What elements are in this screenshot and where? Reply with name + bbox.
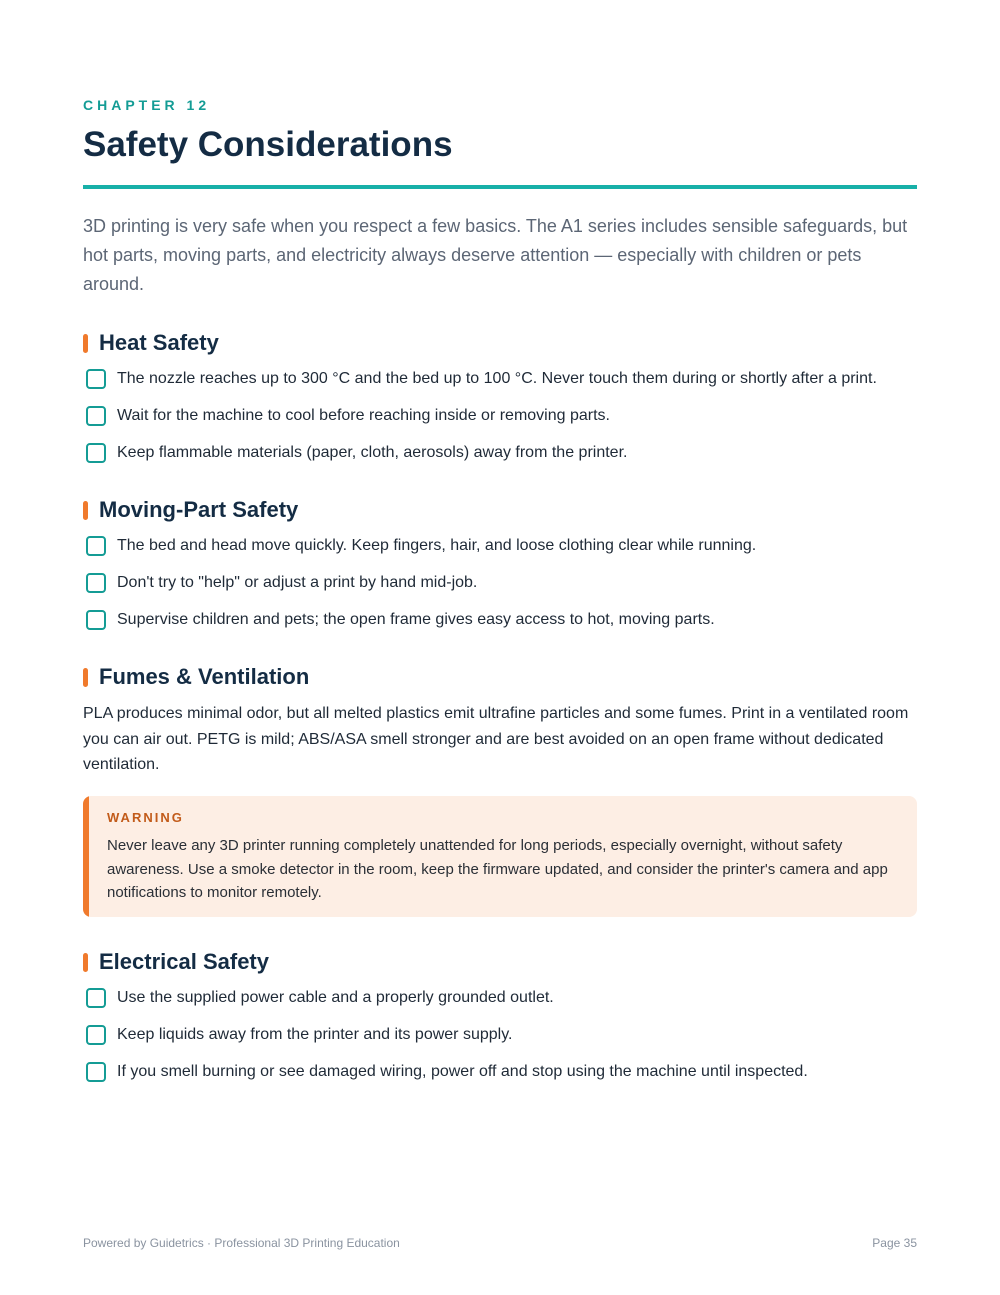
chapter-label: CHAPTER 12 — [83, 97, 211, 113]
fumes-paragraph: PLA produces minimal odor, but all melted plastics emit ultrafine particles and some fumes. Print in a ventilated room you can air out. PETG is mild; ABS/ASA smell stronger and are best avoided on an open frame without dedicated ventilation. — [83, 705, 909, 773]
checkbox-icon[interactable] — [86, 536, 106, 556]
checklist-item-text: Don't try to "help" or adjust a print by hand mid-job. — [117, 574, 478, 591]
checklist-item-text: The bed and head move quickly. Keep fingers, hair, and loose clothing clear while running. — [117, 537, 757, 554]
intro-paragraph: 3D printing is very safe when you respect a few basics. The A1 series includes sensible safeguards, but hot parts, moving parts, and electricity always deserve attention — especially with children or pets around. — [83, 216, 908, 294]
section-accent-bar — [83, 953, 88, 972]
warning-label: WARNING — [107, 810, 184, 825]
checklist-item-text: Use the supplied power cable and a properly grounded outlet. — [117, 989, 554, 1006]
page-title: Safety Considerations — [83, 125, 453, 164]
section-heading-moving-parts — [83, 497, 298, 523]
checklist-item-text: If you smell burning or see damaged wiring, power off and stop using the machine until inspected. — [117, 1063, 808, 1080]
checklist-item[interactable] — [86, 987, 554, 1009]
checkbox-icon[interactable] — [86, 610, 106, 630]
checklist-item[interactable] — [86, 535, 756, 557]
footer-credit: Powered by Guidetrics · Professional 3D Printing Education — [83, 1236, 400, 1250]
title-divider — [83, 185, 917, 189]
checklist-item[interactable] — [86, 1024, 512, 1046]
checkbox-icon[interactable] — [86, 406, 106, 426]
warning-callout — [83, 796, 917, 917]
section-heading-electrical — [83, 949, 269, 975]
checklist-item[interactable] — [86, 405, 610, 427]
checklist-item[interactable] — [86, 442, 627, 464]
checklist-item[interactable] — [86, 572, 477, 594]
checklist-item-text: Supervise children and pets; the open frame gives easy access to hot, moving parts. — [117, 611, 715, 628]
warning-accent-bar — [83, 796, 89, 917]
section-heading-heat — [83, 330, 219, 356]
section-accent-bar — [83, 668, 88, 687]
checklist-item-text: Wait for the machine to cool before reaching inside or removing parts. — [117, 407, 610, 424]
section-accent-bar — [83, 501, 88, 520]
page-number: Page 35 — [872, 1236, 917, 1250]
section-title: Fumes & Ventilation — [99, 664, 310, 689]
section-title: Electrical Safety — [99, 949, 269, 974]
checkbox-icon[interactable] — [86, 573, 106, 593]
checkbox-icon[interactable] — [86, 1062, 106, 1082]
checkbox-icon[interactable] — [86, 443, 106, 463]
warning-text: Never leave any 3D printer running completely unattended for long periods, especially overnight, without safety awareness. Use a smoke detector in the room, keep the firmware updated, and consider the printer's camera and app notifications to monitor remotely. — [107, 837, 888, 901]
checklist-item[interactable] — [86, 368, 877, 390]
section-heading-fumes — [83, 664, 309, 690]
checkbox-icon[interactable] — [86, 988, 106, 1008]
checklist-item-text: Keep liquids away from the printer and its power supply. — [117, 1026, 513, 1043]
section-title: Heat Safety — [99, 330, 219, 355]
checkbox-icon[interactable] — [86, 369, 106, 389]
checklist-item[interactable] — [86, 1061, 808, 1083]
checklist-item-text: The nozzle reaches up to 300 °C and the bed up to 100 °C. Never touch them during or shortly after a print. — [117, 370, 877, 387]
checklist-item[interactable] — [86, 609, 715, 631]
checkbox-icon[interactable] — [86, 1025, 106, 1045]
section-accent-bar — [83, 334, 88, 353]
section-title: Moving-Part Safety — [99, 497, 299, 522]
checklist-item-text: Keep flammable materials (paper, cloth, aerosols) away from the printer. — [117, 444, 628, 461]
